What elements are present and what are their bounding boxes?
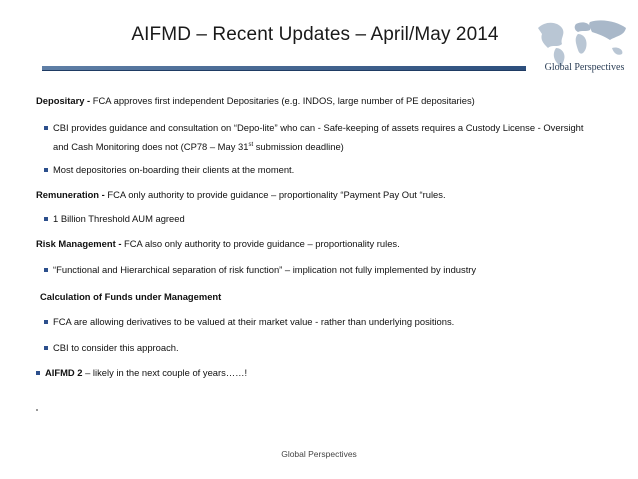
functional-separation-line [44,264,476,276]
cbi-guidance-text-2: and Cash Monitoring does not (CP78 – May 31 [53,141,249,153]
slide-title: AIFMD – Recent Updates – April/May 2014 [131,24,499,45]
square-bullet-icon [44,126,48,130]
depositary-line [36,95,475,107]
cbi-guidance-line [44,122,584,134]
slide-footer: Global Perspectives [281,449,357,459]
square-bullet-icon [44,346,48,350]
calculation-heading: Calculation of Funds under Management [40,291,222,302]
square-bullet-icon [44,217,48,221]
fca-derivatives-line [44,316,454,328]
cbi-consider-text: CBI to consider this approach. [53,342,179,353]
fca-derivatives-text: FCA are allowing derivatives to be valued at their market value - rather than underlying positions. [53,316,455,327]
square-bullet-icon [44,268,48,272]
remuneration-text: FCA only authority to provide guidance – proportionality “Payment Pay Out “rules. [104,189,446,200]
most-depositories-text: Most depositories on-boarding their clients at the moment. [53,164,295,175]
risk-management-label: Risk Management - [36,238,122,249]
cbi-guidance-text: CBI provides guidance and consultation on “Depo-lite” who can - Safe-keeping of assets requires a Custody License - Oversight [53,122,584,133]
title-underline [42,66,526,71]
billion-threshold-line [44,213,185,225]
cbi-guidance-line-2 [53,139,344,153]
world-map-icon [532,14,632,84]
square-bullet-icon [44,320,48,324]
cbi-superscript: st [248,142,254,148]
remuneration-line [36,189,446,201]
depositary-label: Depositary - [36,95,91,106]
stray-dot [36,409,38,411]
aifmd2-line [36,367,247,379]
cbi-guidance-text-3: submission deadline) [253,141,344,153]
risk-management-line [36,238,400,250]
cbi-consider-line [44,342,179,354]
square-bullet-icon [36,371,40,375]
risk-management-text: FCA also only authority to provide guidance – proportionality rules. [121,238,400,249]
aifmd2-label: AIFMD 2 [45,367,83,378]
logo-text: Global Perspectives [544,62,625,73]
square-bullet-icon [44,168,48,172]
billion-threshold-text: 1 Billion Threshold AUM agreed [53,213,185,224]
most-depositories-line [44,164,294,176]
aifmd2-text: – likely in the next couple of years……! [82,367,248,378]
remuneration-label: Remuneration - [36,189,105,200]
functional-separation-text: “Functional and Hierarchical separation of risk function” – implication not fully implemented by industry [53,264,477,275]
depositary-text: FCA approves first independent Depositaries (e.g. INDOS, large number of PE depositaries) [90,95,475,106]
